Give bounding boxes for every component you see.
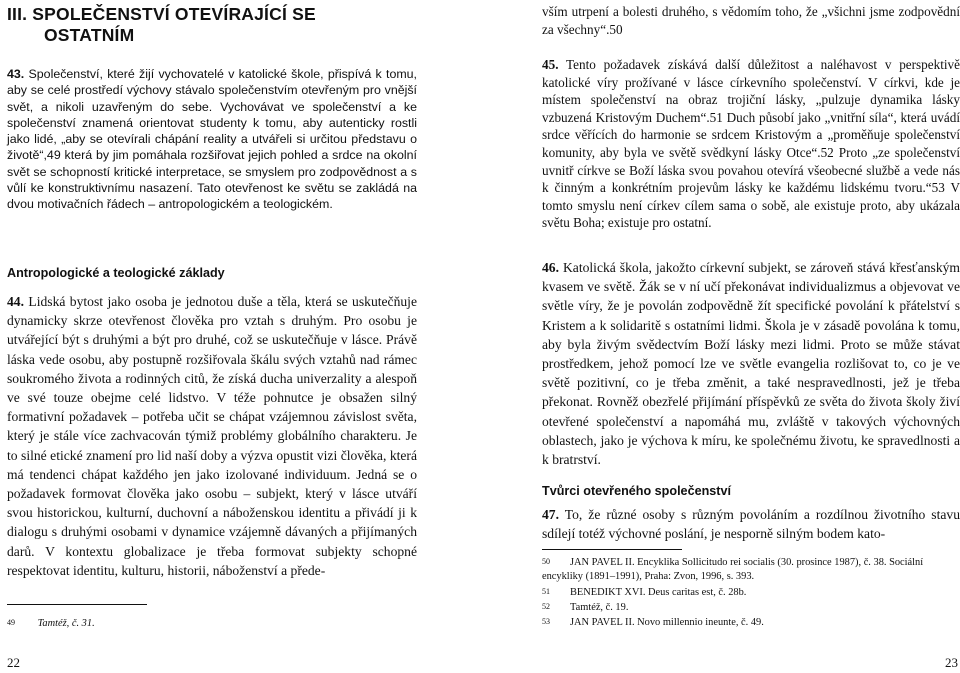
footnote-53: [542, 616, 960, 630]
footnote-divider: [542, 549, 682, 550]
paragraph-text: Katolická škola, jakožto církevní subjekt, se zároveň stává křesťanským kvasem ve světě. Žák se v ní učí překonávat individualizmus a objevovat ve světle víry, že je povolán zodpovědně žít specifické povolání k přátelství s Kristem a k solidaritě s ostatními lidmi. Škola je v zásadě povolána k tomu, aby byla živým svědectvím Boží lásky mezi lidmi. Proto se může stávat prostředkem, jehož pomocí lze ve světle evangelia rozlišovat to, co je ve světě pozitivní, co je třeba změnit, a také nespravedlnosti, jež je třeba překonat. Rovněž obezřelé přijímání příspěvků ze světa do života školy živí otevřené společenství a napomáhá mu, zvláště v takových výchovných oblastech, jako je výchova k míru, ke společnému životu, ke spravedlnosti a k bratrství.: [542, 260, 960, 468]
footnote-mark: 50: [542, 557, 550, 566]
paragraph-43: [7, 66, 417, 213]
page-number-left: 22: [7, 655, 20, 670]
paragraph-text: To, že různé osoby s různým povoláním a rozdílnou životního stavu sdílejí totéž výchovné poslání, je nesporně silným bodem kato-: [542, 507, 960, 542]
paragraph-47: [542, 505, 960, 543]
paragraph-46: [542, 258, 960, 469]
paragraph-number: 45.: [542, 57, 559, 72]
paragraph-text: Společenství, které žijí vychovatelé v katolické škole, přispívá k tomu, aby se celé prostředí výchovy stávalo společenstvím otevřeným pro vnější svět, a nikoli uzavřeným do sebe. Vychovávat ve společenství a ke společenství znamená orientovat studenty k tomu, aby autenticky rostli jako lidé, „aby se otevírali chápání reality a utvářeli si určitou představu o životě“,49 která by jim pomáhala rozšiřovat jejich pohled a srdce na okolní svět se schopností kritické interpretace, se smyslem pro zodpovědnost a s vůlí ke konstruktivnímu nasazení. Tato otevřenost ke světu se zakládá na dvou motivačních řádech – antropologickém a teologickém.: [7, 67, 417, 212]
footnote-51: [542, 586, 960, 600]
footnote-mark: 49: [7, 618, 15, 627]
paragraph-continuation: vším utrpení a bolesti druhého, s vědomím toho, že „všichni jsme zodpovědní za všechny“.50: [542, 4, 960, 37]
footnote-text: BENEDIKT XVI. Deus caritas est, č. 28b.: [570, 587, 747, 598]
footnote-49: [7, 617, 417, 631]
footnote-text: Tamtéž, č. 19.: [570, 602, 629, 613]
footnote-mark: 52: [542, 602, 550, 611]
footnote-50: [542, 556, 960, 584]
paragraph-text: Tento požadavek získává další důležitost a naléhavost v perspektivě katolické víry prožívané v lásce církevního společenství. V církvi, kde je místem společenství na obraz trojiční lásky, „pulzuje dynamika lásky vzbuzená Kristovým Duchem“.51 Duch působí jako „vnitřní síla“, která uvádí srdce věřících do harmonie se srdcem Kristovým a „proměňuje společenství komunity, aby byla ve světě svědkyní lásky Otce“.52 Proto „ze společenství uvnitř církve se Boží láska svou povahou otevírá všeobecné službě a vede nás k činným a konkrétním projevům lásky ke každému lidskému tvoru.“53 V tomto smyslu není církev cílem sama o sobě, ale existuje proto, aby ukázala světu Boha; existuje pro ostatní.: [542, 57, 960, 231]
paragraph-number: 43.: [7, 67, 25, 81]
paragraph-number: 47.: [542, 507, 559, 522]
footnote-text: JAN PAVEL II. Novo millennio ineunte, č. 49.: [570, 617, 764, 628]
paragraph-text: Lidská bytost jako osoba je jednotou duše a těla, která se uskutečňuje dynamicky skrze otevřenost člověka pro vztah s druhým. Pro osobu je utvářející být s druhými a být pro druhé, což se uskutečňuje v lásce. Právě láska vede osobu, aby postupně rozšiřovala škálu svých vztahů nad rámec soukromého života a rodinných citů, že získá ducha univerzality a alespoň ve své touze obejme celé lidstvo. V téže pohnutce je obsažen silný formativní požadavek – potřeba učit se chápat vzájemnou závislost světa, který je stále více zachvacován týmiž problémy globálního charakteru. Je to silné etické znamení pro lid naší doby a výzva opustit vizi člověka, která má tendenci chápat každého jen jako izolované individuum. Jedná se o požadavek formovat člověka jako osobu – subjekt, který v lásce utváří svou historickou, kulturní, duchovní a náboženskou identitu a přivádí ji k dialogu s druhými osobami v dynamice vzájemně dávaných a přijímaných darů. V kontextu globalizace je třeba formovat subjekty schopné respektovat identitu, kulturu, historii, náboženství a přede-: [7, 294, 417, 578]
footnote-text: Tamtéž, č. 31.: [37, 618, 95, 629]
paragraph-number: 46.: [542, 260, 559, 275]
subheading-anthropological: Antropologické a teologické základy: [7, 266, 225, 280]
paragraph-number: 44.: [7, 294, 24, 309]
footnote-52: [542, 601, 960, 615]
footnote-mark: 51: [542, 587, 550, 596]
paragraph-45: [542, 56, 960, 232]
paragraph-44: [7, 292, 417, 580]
section-title: III. SPOLEČENSTVÍ OTEVÍRAJÍCÍ SE OSTATNÍM: [7, 4, 316, 45]
page-number-right: 23: [945, 655, 958, 670]
footnote-mark: 53: [542, 617, 550, 626]
footnote-divider: [7, 604, 147, 605]
footnote-text: JAN PAVEL II. Encyklika Sollicitudo rei socialis (30. prosince 1987), č. 38. Sociální encykliky (1891–1991), Praha: Zvon, 1996, s. 393.: [542, 557, 924, 582]
subheading-creators: Tvůrci otevřeného společenství: [542, 484, 731, 498]
